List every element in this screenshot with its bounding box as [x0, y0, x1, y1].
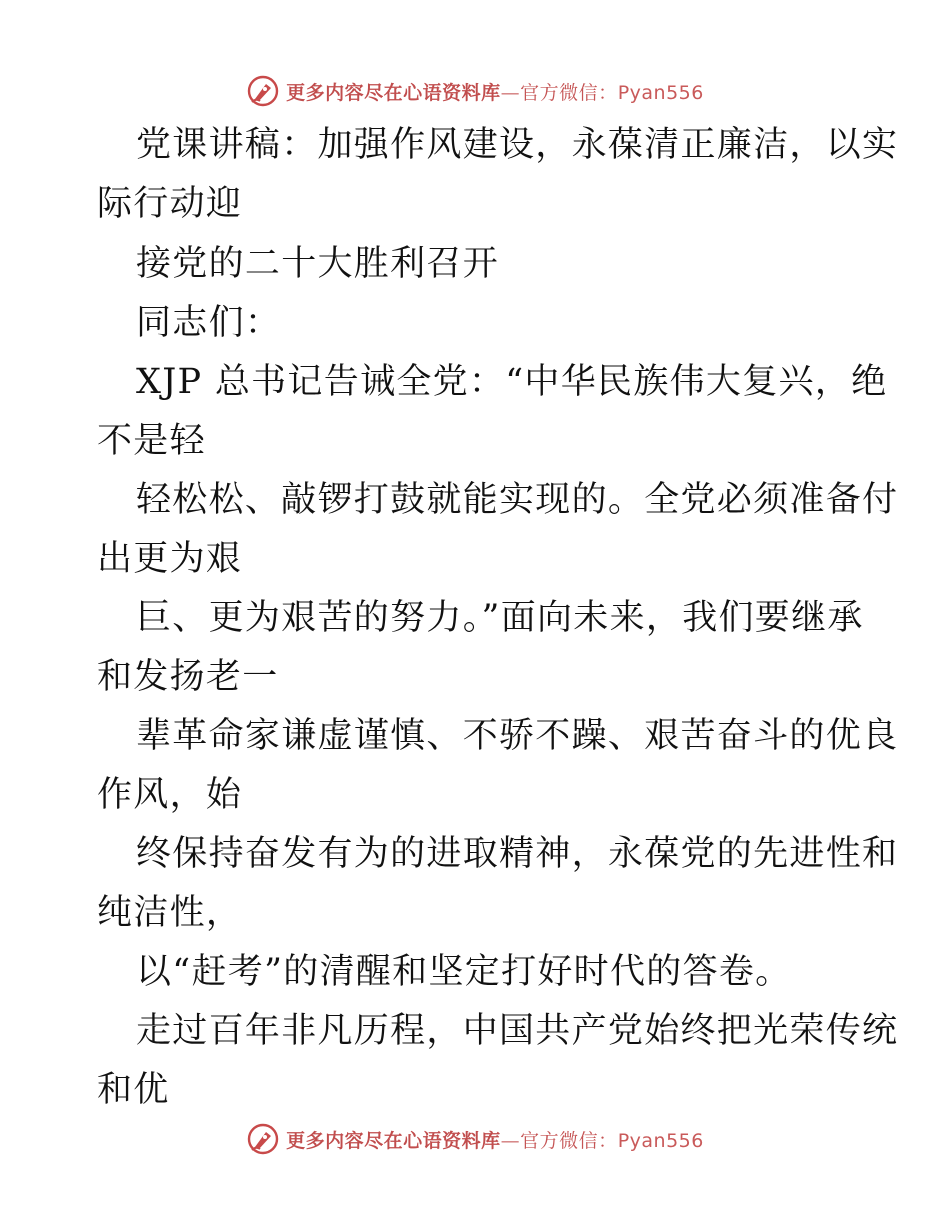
body-line-14: 纯洁性，: [97, 893, 243, 933]
footer-banner-dash: —: [500, 1129, 521, 1152]
body-line-13: 终保持奋发有为的进取精神，永葆党的先进性和: [136, 834, 899, 874]
header-banner-official: 官方微信：: [520, 81, 618, 104]
header-banner: [0, 71, 950, 111]
footer-banner-title: 更多内容尽在心语资料库: [286, 1129, 501, 1152]
body-line-16: 走过百年非凡历程，中国共产党始终把光荣传统: [136, 1011, 899, 1051]
footer-banner: [0, 1119, 950, 1159]
body-line-8: 出更为艰: [97, 539, 243, 579]
body-line-12: 作风，始: [97, 775, 243, 815]
body-line-1: 党课讲稿：加强作风建设，永葆清正廉洁，以实: [136, 125, 899, 165]
body-line-7: 轻松松、敲锣打鼓就能实现的。全党必须准备付: [136, 480, 899, 520]
header-banner-id: Pyan556: [617, 81, 704, 104]
body-line-6: 不是轻: [97, 421, 206, 461]
pen-nib-circle-icon: [246, 74, 280, 108]
body-line-17: 和优: [97, 1070, 170, 1110]
body-line-4: 同志们：: [136, 303, 282, 343]
body-line-3: 接党的二十大胜利召开: [136, 244, 500, 284]
pen-nib-circle-icon: [246, 1122, 280, 1156]
header-banner-dash: —: [500, 81, 521, 104]
header-banner-title: 更多内容尽在心语资料库: [286, 81, 501, 104]
body-line-15: 以“赶考”的清醒和坚定打好时代的答卷。: [136, 952, 792, 992]
body-line-2: 际行动迎: [97, 184, 243, 224]
body-line-9: 巨、更为艰苦的努力。”面向未来，我们要继承: [136, 598, 864, 638]
footer-banner-text: [286, 1126, 704, 1153]
body-line-5: XJP 总书记告诫全党：“中华民族伟大复兴，绝: [136, 362, 888, 402]
footer-banner-id: Pyan556: [617, 1129, 704, 1152]
body-line-10: 和发扬老一: [97, 657, 279, 697]
body-line-11: 辈革命家谦虚谨慎、不骄不躁、艰苦奋斗的优良: [136, 716, 899, 756]
footer-banner-official: 官方微信：: [520, 1129, 618, 1152]
header-banner-text: [286, 78, 704, 105]
